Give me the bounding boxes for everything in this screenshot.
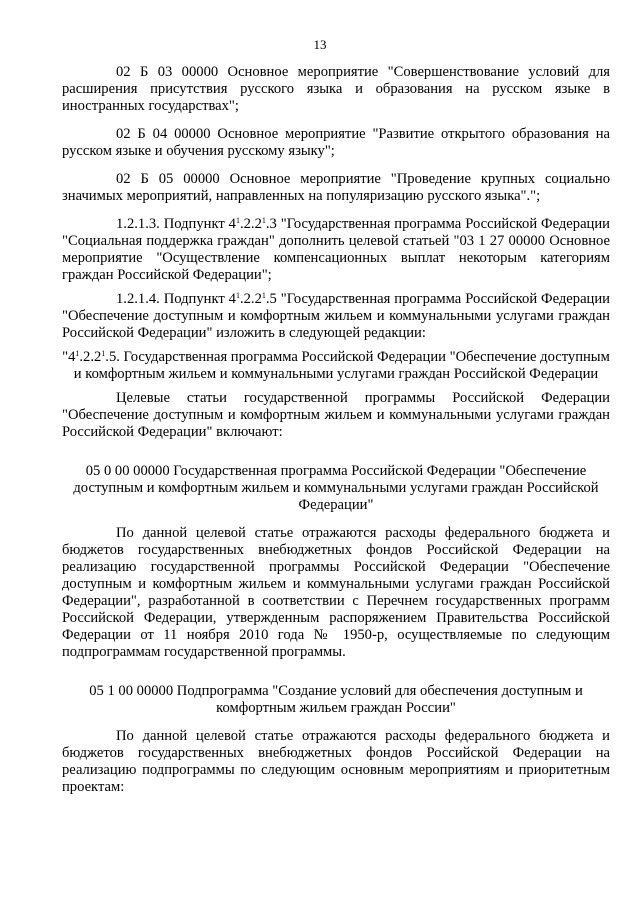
document-body	[62, 64, 610, 796]
paragraph-02b05: 02 Б 05 00000 Основное мероприятие "Проведение крупных социально значимых мероприятий, направленных на популяризацию русского языка".";	[62, 171, 610, 204]
paragraph-02b03: 02 Б 03 00000 Основное мероприятие "Совершенствование условий для расширения присутствия русского языка и образования на русском языке в иностранных государствах";	[62, 64, 610, 114]
superscript: 1	[261, 291, 266, 300]
paragraph-1-2-1-4	[62, 291, 610, 342]
paragraph-target-articles: Целевые статьи государственной программы Российской Федерации "Обеспечение доступным и комфортным жильем и коммунальными услугами граждан Российской Федерации" включают:	[62, 390, 610, 440]
clause-number: 1.2.1.3. Подпункт 4	[116, 216, 236, 232]
superscript: 1	[101, 349, 106, 358]
clause-number-part: .2.2	[239, 291, 262, 307]
paragraph-1-2-1-3	[62, 216, 610, 284]
clause-text: .5 "Государственная программа Российской Федерации "Обеспечение доступным и комфортным жильем и коммунальными услугами граждан Российской Федерации" изложить в следующей редакции:	[62, 291, 610, 341]
page-number: 13	[313, 37, 327, 52]
heading-part: .2.2	[79, 349, 102, 365]
heading-05-0-00: 05 0 00 00000 Государственная программа Российской Федерации "Обеспечение доступным и комфортным жильем и коммунальными услугами граждан Российской Федерации"	[73, 463, 599, 513]
section-heading-4-2-2-5	[62, 349, 610, 383]
paragraph-02b04: 02 Б 04 00000 Основное мероприятие "Развитие открытого образования на русском языке и обучения русскому языку";	[62, 126, 610, 159]
clause-text: .3 "Государственная программа Российской Федерации "Социальная поддержка граждан" дополнить целевой статьей "03 1 27 00000 Основное мероприятие "Осуществление компенсационных выплат некоторым категориям граждан Российской Федерации";	[62, 216, 610, 283]
superscript: 1	[235, 216, 240, 225]
paragraph-05-1-description: По данной целевой статье отражаются расходы федерального бюджета и бюджетов государственных внебюджетных фондов Российской Федерации на реализацию подпрограммы по следующим основным мероприятиям и приоритетным проектам:	[62, 728, 610, 795]
heading-text: .5. Государственная программа Российской Федерации "Обеспечение доступным и комфортным жильем и коммунальными услугами граждан Российской Федерации	[73, 349, 610, 382]
paragraph-05-0-description: По данной целевой статье отражаются расходы федерального бюджета и бюджетов государственных внебюджетных фондов Российской Федерации на реализацию государственной программы Российской Федерации "Обеспечение доступным и комфортным жильем и коммунальными услугами граждан Российской Федерации", разработанной в соответствии с Перечнем государственных программ Российской Федерации, утвержденным распоряжением Правительства Российской Федерации от 11 ноября 2010 года № 1950-р, осуществляемые по следующим подпрограммам государственной программы.	[62, 525, 610, 660]
clause-number-part: .2.2	[239, 216, 262, 232]
superscript: 1	[261, 216, 266, 225]
superscript: 1	[75, 349, 80, 358]
superscript: 1	[235, 291, 240, 300]
heading-part: "4	[62, 349, 76, 365]
heading-05-1-00: 05 1 00 00000 Подпрограмма "Создание условий для обеспечения доступным и комфортным жильем граждан России"	[89, 683, 583, 716]
clause-number: 1.2.1.4. Подпункт 4	[116, 291, 236, 307]
